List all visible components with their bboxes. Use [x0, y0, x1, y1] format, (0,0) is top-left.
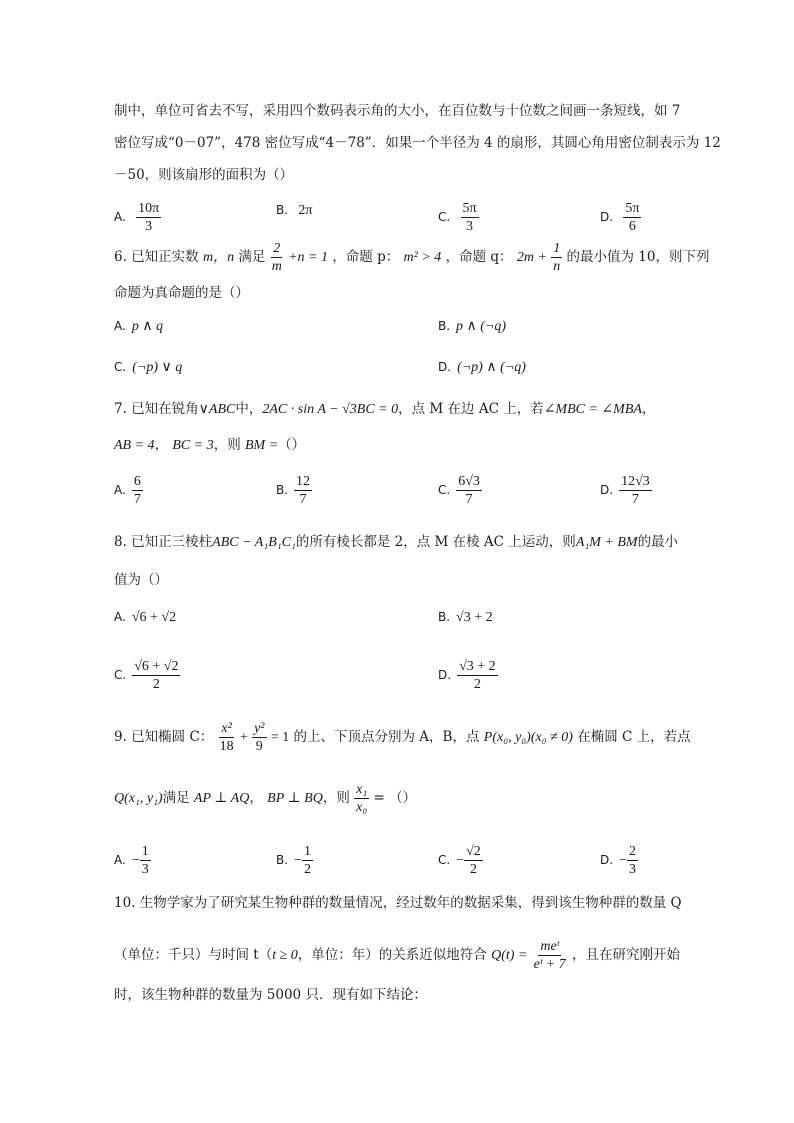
q8-stem-line-1: 8. 已知正三棱柱ABC − A₁B₁C₁的所有棱长都是 2，点 M 在棱 AC 上运动，则A₁M + BM的最小	[114, 534, 679, 550]
q10-stem-line-3: 时，该生物种群的数量为 5000 只．现有如下结论：	[114, 987, 427, 1003]
q9-stem-line-1: 9. 已知椭圆 C： $\frac{\text{x²}}{18}$ + $\frac{\text{y²}}{9}$ = 1 的上、下顶点分别为 A，B，点 P(x₀, y₀)(x₀ ≠ 0) 在椭圆 C 上，若点	[114, 721, 691, 754]
q6-option-a[interactable]: A. p ∧ q	[114, 319, 164, 334]
q8-option-b[interactable]: B. √3 + 2	[438, 610, 493, 625]
q6-stem-line-1: 6. 已知正实数 m，n 满足 $\frac{2}{m}$ +n = 1 ，命题 p： m² > 4 ，命题 q： 2m + $\frac{1}{n}$ 的最小值为 10，则下列	[114, 241, 710, 274]
q6-option-c[interactable]: C. (¬p) ∨ q	[114, 360, 183, 375]
q5-text-line-2: 密位写成“0－07”，478 密位写成“4－78”．如果一个半径为 4 的扇形，其圆心角用密位制表示为 12	[114, 135, 721, 151]
q7-stem-line-2: AB = 4， BC = 3，则 BM =（）	[114, 437, 306, 453]
q5-text-line-1: 制中，单位可省去不写，采用四个数码表示角的大小，在百位数与十位数之间画一条短线，如 7	[114, 103, 681, 119]
q5-option-c[interactable]: C. $\frac{5\pi}{3}$	[438, 201, 477, 234]
q10-stem-line-2: （单位：千只）与时间 t（t ≥ 0，单位：年）的关系近似地符合 Q(t) = $\frac{\text{meᵗ}}{\text{eᵗ + 7}}$ ，且在研究刚开始	[114, 939, 680, 972]
q9-stem-line-2: Q(x₁, y₁)满足 AP ⊥ AQ， BP ⊥ BQ，则 $\frac{\text{x₁}}{\text{x₀}}$ = （）	[114, 782, 417, 815]
q8-option-a[interactable]: A. √6 + √2	[114, 610, 177, 625]
q6-stem-line-2: 命题为真命题的是（）	[114, 285, 249, 301]
q5-option-b[interactable]: B. 2π	[276, 203, 313, 218]
q5-option-d[interactable]: D. $\frac{5\pi}{6}$	[600, 201, 640, 234]
q7-option-d[interactable]: D. $\frac{12√3}{7}$	[600, 474, 650, 507]
q8-stem-line-2: 值为（）	[114, 572, 168, 588]
q6-option-d[interactable]: D. (¬p) ∧ (¬q)	[438, 360, 526, 375]
q7-option-a[interactable]: A. $\frac{6}{7}$	[114, 474, 141, 507]
q10-stem-line-1: 10. 生物学家为了研究某生物种群的数量情况，经过数年的数据采集，得到该生物种群的数量 Q	[114, 895, 682, 911]
q5-text-line-3: －50，则该扇形的面积为（）	[114, 167, 294, 183]
q9-option-c[interactable]: C. − $\frac{√2}{2}$	[438, 844, 481, 877]
q8-option-d[interactable]: D. $\frac{√3 + 2}{2}$	[438, 659, 496, 692]
q7-option-b[interactable]: B. $\frac{12}{7}$	[276, 474, 311, 507]
q9-option-b[interactable]: B. − $\frac{1}{2}$	[276, 844, 311, 877]
q6-option-b[interactable]: B. p ∧ (¬q)	[438, 319, 507, 334]
q9-option-d[interactable]: D. − $\frac{2}{3}$	[600, 844, 636, 877]
q9-option-a[interactable]: A. − $\frac{1}{3}$	[114, 844, 149, 877]
q5-option-a[interactable]: A. $\frac{10\pi}{3}$	[114, 201, 160, 234]
q7-option-c[interactable]: C. $\frac{6√3}{7}$	[438, 474, 480, 507]
q8-option-c[interactable]: C. $\frac{√6 + √2}{2}$	[114, 659, 179, 692]
q7-stem-line-1: 7. 已知在锐角∨ABC中，2AC · sin A − √3BC = 0，点 M 在边 AC 上，若∠MBC = ∠MBA，	[114, 401, 656, 417]
